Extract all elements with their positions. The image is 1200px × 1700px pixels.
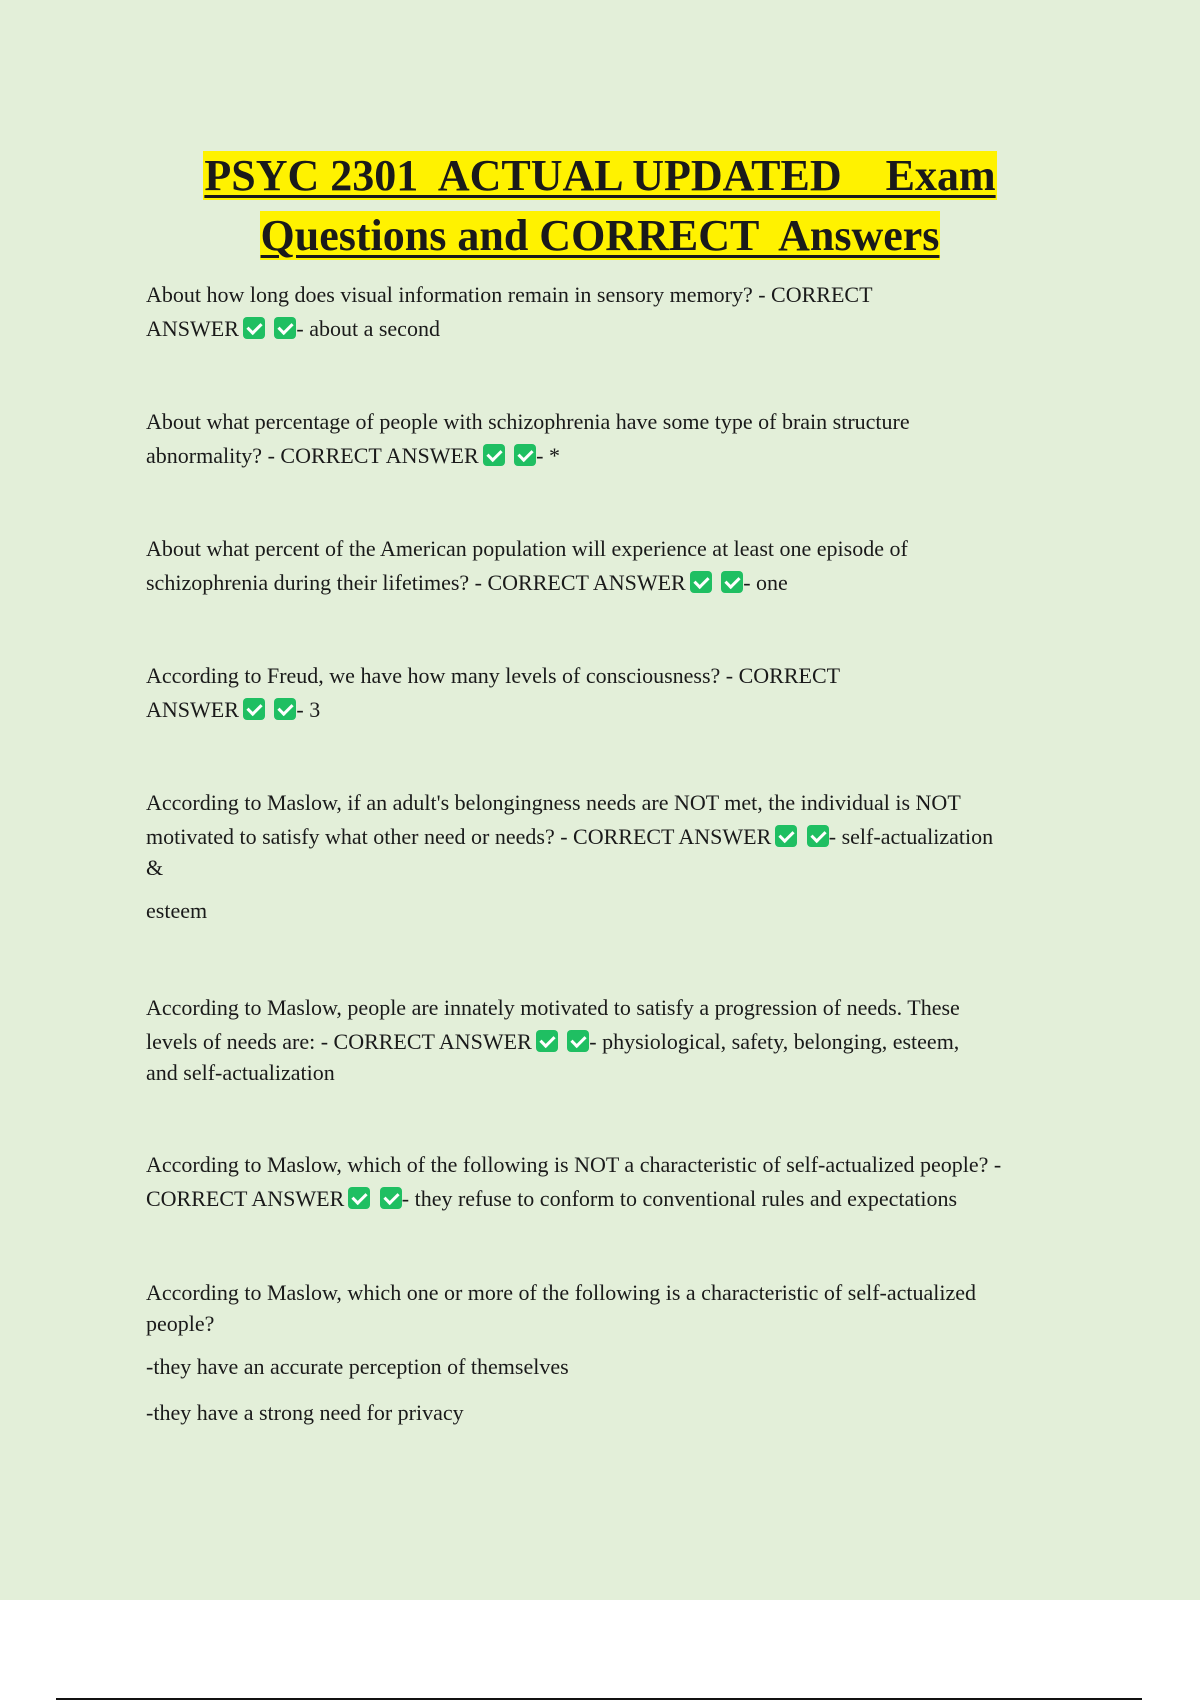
question-line: About what percentage of people with schizophrenia have some type of brain structure [146, 409, 910, 434]
question-line: According to Maslow, people are innately motivated to satisfy a progression of needs. These [146, 995, 960, 1020]
check-icon [690, 571, 712, 593]
answer-text: - one [743, 570, 788, 595]
title-line-1: PSYC 2301 ACTUAL UPDATED Exam [204, 151, 996, 200]
check-icon [721, 571, 743, 593]
option-line: -they have a strong need for privacy [146, 1400, 464, 1425]
qa-item-3 [146, 532, 1096, 600]
option-line: -they have an accurate perception of themselves [146, 1354, 569, 1379]
answer-text: - they refuse to conform to conventional rules and expectations [401, 1186, 958, 1211]
check-icon [380, 1187, 402, 1209]
question-line: ANSWER [146, 697, 239, 722]
answer-line: and self-actualization [146, 1060, 335, 1085]
qa-item-5 [146, 786, 1096, 928]
question-line: According to Maslow, if an adult's belongingness needs are NOT met, the individual is NOT [146, 790, 961, 815]
check-icon [243, 698, 265, 720]
qa-item-4 [146, 659, 1096, 727]
answer-text: - self-actualization [828, 824, 994, 849]
qa-item-8 [146, 1276, 1096, 1430]
question-line: According to Maslow, which of the following is NOT a characteristic of self-actualized people? - [146, 1152, 1002, 1177]
question-line: abnormality? - CORRECT ANSWER [146, 443, 479, 468]
qa-item-7 [146, 1148, 1096, 1216]
check-icon [567, 1030, 589, 1052]
check-icon [348, 1187, 370, 1209]
answer-text: - about a second [296, 316, 440, 341]
question-line: motivated to satisfy what other need or needs? - CORRECT ANSWER [146, 824, 772, 849]
question-line: According to Freud, we have how many levels of consciousness? - CORRECT [146, 663, 841, 688]
question-line: schizophrenia during their lifetimes? - CORRECT ANSWER [146, 570, 686, 595]
answer-line: esteem [146, 898, 208, 923]
answer-text: - * [536, 443, 560, 468]
answer-line: & [146, 855, 164, 880]
check-icon [514, 444, 536, 466]
qa-item-6 [146, 991, 1096, 1087]
document-title [0, 146, 1200, 266]
question-line: About how long does visual information remain in sensory memory? - CORRECT [146, 282, 873, 307]
qa-item-2 [146, 405, 1096, 473]
answer-text: - 3 [296, 697, 321, 722]
question-line: people? [146, 1311, 215, 1336]
check-icon [775, 825, 797, 847]
check-icon [243, 317, 265, 339]
title-line-2: Questions and CORRECT Answers [260, 211, 940, 260]
check-icon [274, 698, 296, 720]
answer-text: - physiological, safety, belonging, esteem, [589, 1029, 960, 1054]
question-line: About what percent of the American population will experience at least one episode of [146, 536, 908, 561]
question-line: CORRECT ANSWER [146, 1186, 345, 1211]
check-icon [274, 317, 296, 339]
qa-item-1 [146, 278, 1096, 346]
check-icon [536, 1030, 558, 1052]
question-line: ANSWER [146, 316, 239, 341]
check-icon [807, 825, 829, 847]
question-line: According to Maslow, which one or more of the following is a characteristic of self-actualized [146, 1280, 977, 1305]
question-line: levels of needs are: - CORRECT ANSWER [146, 1029, 532, 1054]
check-icon [483, 444, 505, 466]
